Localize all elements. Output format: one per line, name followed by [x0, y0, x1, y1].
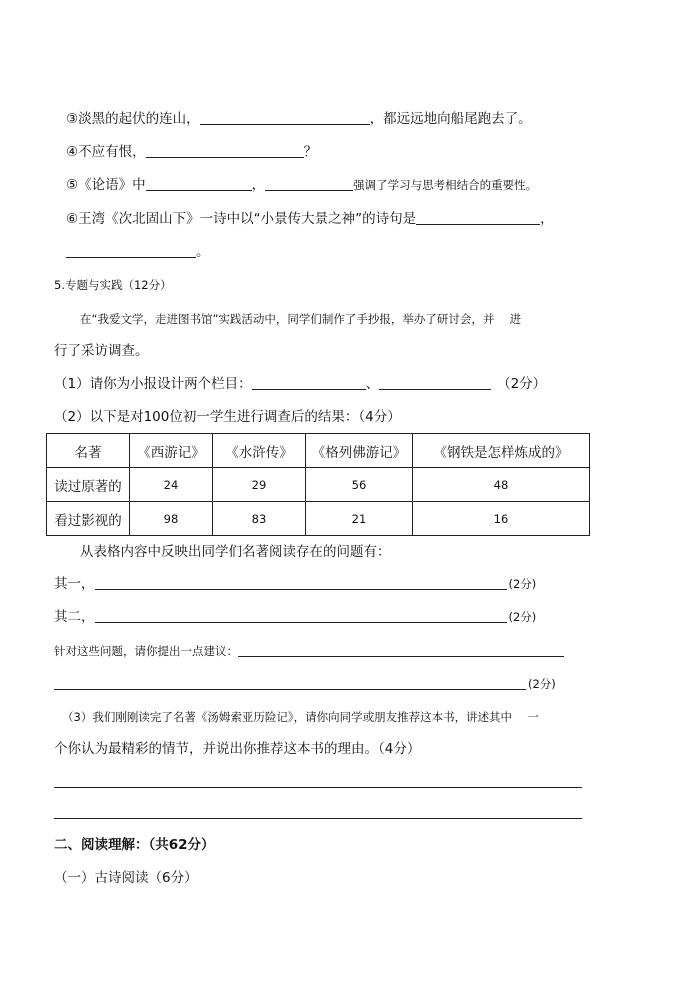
table-row-label: 看过影视的 [47, 502, 130, 536]
item-6-suffix: ， [540, 211, 554, 227]
item-3 [66, 110, 532, 128]
item-4-blank[interactable] [146, 143, 304, 158]
suggest-score: (2分) [528, 677, 556, 691]
section5-q1 [54, 375, 546, 393]
item-6-end: 。 [196, 244, 210, 260]
section5-q2: （2）以下是对100位初一学生进行调查后的结果：（4分） [54, 409, 401, 425]
table-header: 名著 [47, 434, 130, 468]
item-5-prefix: ⑤《论语》中 [66, 177, 146, 193]
table-row [47, 502, 590, 536]
item-5-middle: ， [251, 177, 266, 193]
section5-title: 5.专题与实践（12分） [54, 278, 172, 292]
q1-prefix: （1）请你为小报设计两个栏目： [54, 376, 252, 392]
table-cell: 24 [130, 468, 213, 502]
item-3-suffix: ，都远远地向船尾跑去了。 [369, 111, 532, 127]
q3-line-2: 个你认为最精彩的情节，并说出你推荐这本书的理由。（4分） [54, 741, 421, 757]
table-header: 《水浒传》 [213, 434, 306, 468]
table-cell: 16 [413, 502, 590, 536]
item-6-prefix: ⑥王湾《次北固山下》一诗中以“小景传大景之神”的诗句是 [66, 211, 417, 227]
section5-intro-2: 行了采访调查。 [54, 343, 149, 359]
item-6 [66, 210, 554, 228]
item-4 [66, 143, 317, 161]
q1-blank-2[interactable] [379, 375, 491, 390]
item-4-prefix: ④不应有恨， [66, 144, 146, 160]
suggest-blank-1[interactable] [238, 642, 564, 657]
item-3-prefix: ③淡黑的起伏的连山， [66, 111, 200, 127]
item-5-suffix: 强调了学习与思考相结合的重要性。 [353, 178, 538, 192]
answer-rule-1[interactable] [54, 787, 582, 788]
table-header: 《钢铁是怎样炼成的》 [413, 434, 590, 468]
table-row-label: 读过原著的 [47, 468, 130, 502]
table-header: 《格列佛游记》 [306, 434, 413, 468]
q1-blank-1[interactable] [252, 375, 366, 390]
table-cell: 21 [306, 502, 413, 536]
part2-subtitle: （一）古诗阅读（6分） [54, 870, 198, 886]
q1-score: （2分） [497, 376, 547, 392]
item-3-blank[interactable] [200, 110, 370, 125]
q3-line-1: （3）我们刚刚读完了名著《汤姆索亚历险记》，请你向同学或朋友推荐这本书，讲述其中 一 [62, 710, 539, 724]
table-cell: 98 [130, 502, 213, 536]
item-6-blank-2[interactable] [66, 243, 196, 258]
second-label: 其二， [54, 609, 95, 625]
first-score: (2分) [508, 577, 537, 591]
table-row [47, 468, 590, 502]
table-header-row [47, 434, 590, 468]
item-6-cont [66, 243, 210, 261]
item-5 [66, 176, 537, 194]
item-4-suffix: ？ [303, 144, 318, 160]
reflect-prompt: 从表格内容中反映出同学们名著阅读存在的问题有： [80, 544, 391, 560]
table-cell: 29 [213, 468, 306, 502]
suggest-line-2 [54, 675, 556, 693]
answer-second [54, 608, 536, 626]
item-6-blank-1[interactable] [416, 210, 540, 225]
suggest-blank-2[interactable] [54, 675, 526, 690]
second-blank[interactable] [95, 608, 507, 623]
first-label: 其一， [54, 576, 95, 592]
answer-rule-2[interactable] [54, 818, 582, 819]
suggest-label: 针对这些问题，请你提出一点建议： [54, 644, 238, 658]
second-score: (2分) [508, 610, 537, 624]
table-cell: 56 [306, 468, 413, 502]
answer-first [54, 575, 536, 593]
item-5-blank-1[interactable] [146, 176, 252, 191]
survey-table [46, 433, 590, 536]
suggest-line [54, 642, 564, 660]
table-cell: 83 [213, 502, 306, 536]
table-header: 《西游记》 [130, 434, 213, 468]
table-cell: 48 [413, 468, 590, 502]
q1-sep: 、 [365, 376, 380, 392]
item-5-blank-2[interactable] [265, 176, 353, 191]
part2-title: 二、阅读理解：（共62分） [54, 837, 215, 853]
section5-intro-1: 在“我爱文学，走进图书馆”实践活动中，同学们制作了手抄报，举办了研讨会，并 进 [80, 312, 522, 326]
first-blank[interactable] [95, 575, 507, 590]
